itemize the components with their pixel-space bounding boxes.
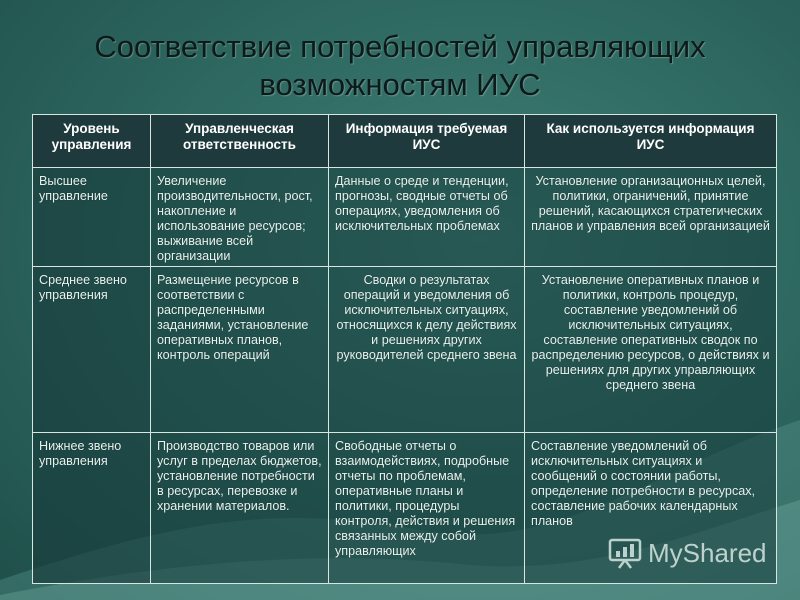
table-row — [33, 267, 777, 433]
slide-title-line-2: возможностям ИУС — [259, 67, 541, 102]
table-header-row — [33, 115, 777, 168]
table-cell-info-usage: Составление уведомлений об исключительных ситуациях и сообщений о состоянии работы, определение потребности в ресурсах, составление рабочих календарных планов — [525, 433, 777, 584]
table-cell-responsibility: Увеличение производительности, рост, накопление и использование ресурсов; выживание всей организации — [151, 168, 329, 267]
header-responsibility: Управленческая ответственность — [151, 115, 329, 168]
header-info-usage: Как используется информация ИУС — [525, 115, 777, 168]
watermark-logo — [608, 536, 767, 570]
watermark-text: MyShared — [648, 537, 767, 568]
table-cell-level: Нижнее звено управления — [33, 433, 151, 584]
table-cell-required-info: Сводки о результатах операций и уведомления об исключительных ситуациях, относящихся к делу действиях и решениях других руководителей среднего звена — [329, 267, 525, 433]
slide-title — [0, 28, 800, 104]
table-row — [33, 168, 777, 267]
slide-title-line-1: Соответствие потребностей управляющих — [94, 29, 706, 64]
table-cell-responsibility: Размещение ресурсов в соответствии с распределенными заданиями, установление оперативных планов, контроль операций — [151, 267, 329, 433]
table-cell-info-usage: Установление оперативных планов и политики, контроль процедур, составление уведомлений об исключительных ситуациях, составление оперативных сводок по распределению ресурсов, о действиях и решениях для других управляющих среднего звена — [525, 267, 777, 433]
info-table — [32, 114, 777, 584]
presentation-icon — [608, 537, 642, 569]
table-cell-info-usage: Установление организационных целей, политики, ограничений, принятие решений, касающихся стратегических планов и управления всей организацией — [525, 168, 777, 267]
header-required-info: Информация требуемая ИУС — [329, 115, 525, 168]
header-level: Уровень управления — [33, 115, 151, 168]
table-cell-responsibility: Производство товаров или услуг в пределах бюджетов, установление потребности в ресурсах, перевозке и хранении материалов. — [151, 433, 329, 584]
table-cell-level: Высшее управление — [33, 168, 151, 267]
table-cell-level: Среднее звено управления — [33, 267, 151, 433]
table-cell-required-info: Данные о среде и тенденции, прогнозы, сводные отчеты об операциях, уведомления об исключительных проблемах — [329, 168, 525, 267]
table-cell-required-info: Свободные отчеты о взаимодействиях, подробные отчеты по проблемам, оперативные планы и политики, процедуры контроля, действия и решения связанных между собой управляющих — [329, 433, 525, 584]
